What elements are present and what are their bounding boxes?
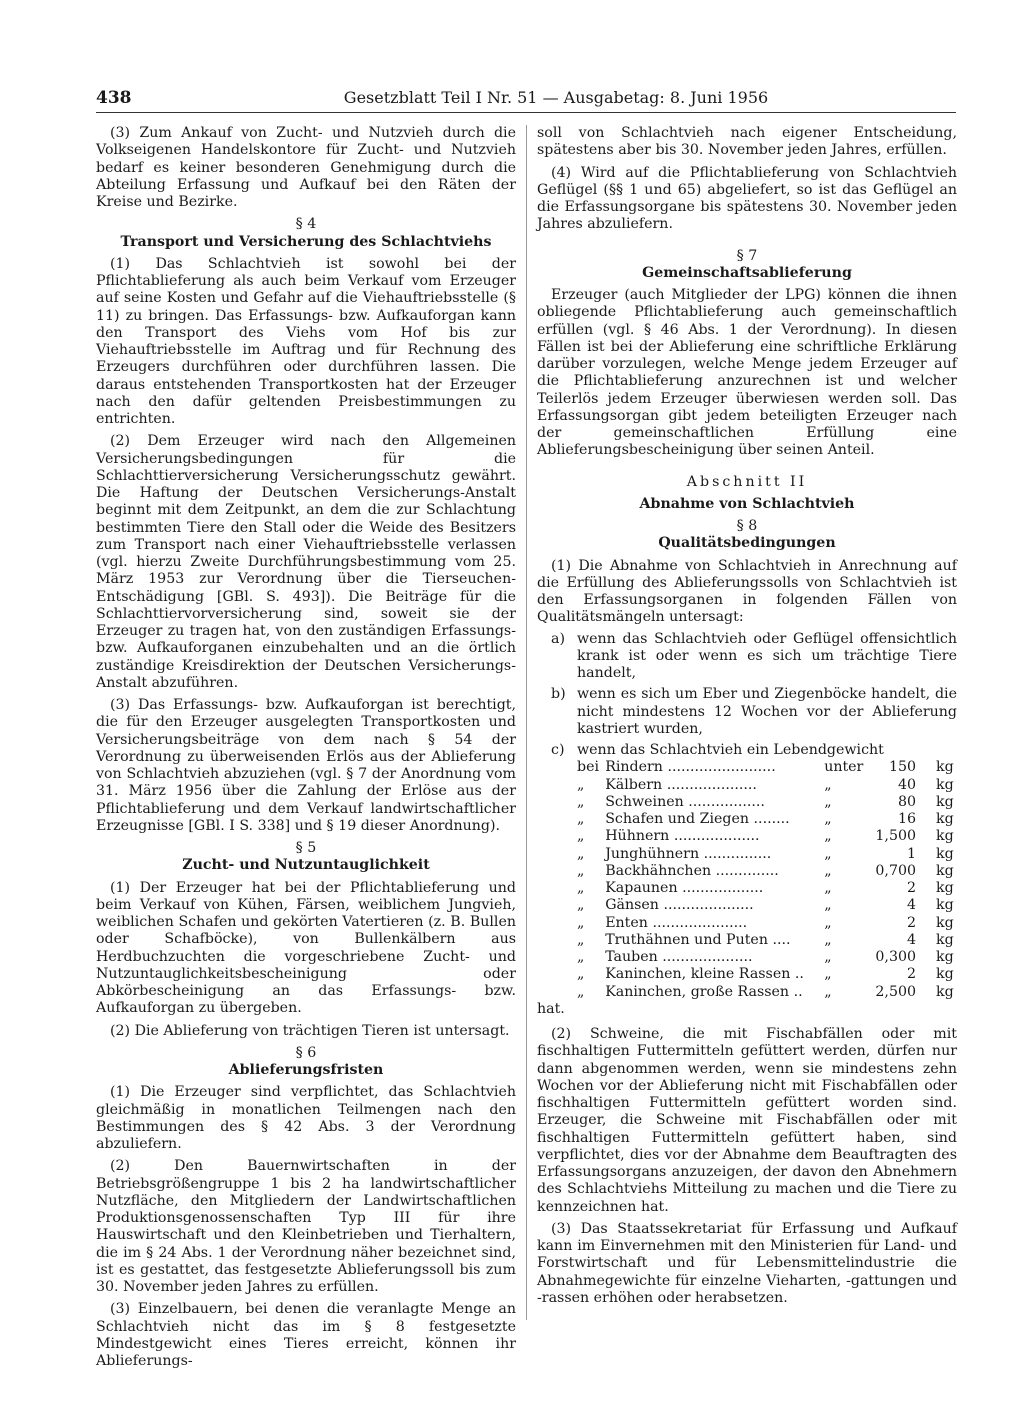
weight-animal [605,846,824,863]
paragraph: (1) Die Abnahme von Schlachtvieh in Anrechnung auf die Erfüllung des Ablieferungssolls von Schlachtvieh ist den Erfassungsorganen in folgenden Fällen von Qualitätsmängeln untersagt: [537,557,957,626]
weight-value: 0,300 [875,949,917,965]
weight-row [577,984,957,1001]
weight-row [577,811,957,828]
weight-qualifier: „ [824,880,832,896]
weight-animal-name: Gänsen [605,897,659,914]
weight-animal [605,828,824,845]
section-number: § 8 [736,518,758,534]
leader-dots: .................... [666,776,757,793]
weight-qualifier: unter [824,759,864,776]
weight-animal [605,794,824,811]
weight-value: 2,500 [875,983,917,1000]
section-title: Qualitätsbedingungen [658,535,836,552]
paragraph: (2) Den Bauernwirtschaften in der Betriebsgrößengruppe 1 bis 2 ha landwirtschaftlicher Nutzfläche, den Mitgliedern der Landwirtschaftlichen Produktionsgenossenschaften Typ III für ihre Hauswirtschaft und den Kleinbetrieben und Tierhaltern, die im § 24 Abs. 1 der Verordnung näher bezeichnet sind, ist es gestattet, das festgesetzte Ablieferungssoll bis zum 30. November jeden Jahres zu erfüllen. [96,1158,516,1295]
paragraph: (2) Schweine, die mit Fischabfällen oder mit fischhaltigen Futtermitteln gefüttert werden, dürfen nur dann abgenommen werden, wenn sie mindestens zehn Wochen vor der Ablieferung nicht mit Fischabfällen oder fischhaltigen Futtermitteln gefüttert worden sind. Erzeuger, die Schweine mit Fischabfällen oder mit fischhaltigen Futtermitteln gefüttert haben, sind verpflichtet, dies vor der Abnahme dem Beauftragten des Erfassungsorgans anzuzeigen, der davon den Abnehmern des Schlachtviehs Mitteilung zu machen und die Tiere zu kennzeichnen hat. [537,1026,957,1215]
page-header [96,86,956,112]
section-number: § 7 [736,247,758,264]
weight-prefix: „ [577,983,585,1000]
weight-row [577,777,957,794]
weight-value: 4 [907,897,917,914]
list-marker: b) [551,686,566,703]
weight-value: 4 [907,931,917,948]
weight-animal [605,863,824,880]
weight-row [577,828,957,845]
weight-qualifier: „ [824,897,832,914]
section-title: Transport und Versicherung des Schlachtviehs [120,233,492,250]
page-number: 438 [96,88,132,108]
weight-animal [605,777,824,794]
section-number: § 5 [295,840,317,856]
list-text: wenn das Schlachtvieh oder Geflügel offensichtlich krank ist oder wenn es sich um trächtige Tiere handelt, [577,630,957,681]
paragraph: (3) Das Staatssekretariat für Erfassung und Aufkauf kann im Einvernehmen mit den Ministerien für Land- und Forstwirtschaft und für Lebensmittelindustrie die Abnahmegewichte für einzelne Vieharten, -gattungen und -rassen erhöhen oder herabsetzen. [537,1220,957,1306]
weight-animal [605,932,824,949]
weight-qualifier: „ [824,862,832,879]
weight-row [577,880,957,897]
weight-value: 2 [907,880,917,896]
weight-qualifier: „ [824,931,832,948]
paragraph-continuation: soll von Schlachtvieh nach eigener Entscheidung, spätestens aber bis 30. November jeden Jahres, erfüllen. [537,125,957,159]
weight-animal [605,915,824,932]
weight-prefix: „ [577,914,585,931]
weight-animal-name: Schweinen [605,793,684,810]
weight-unit: kg [936,983,954,1000]
weight-unit: kg [936,793,954,810]
chapter-title: Abnahme von Schlachtvieh [639,495,855,512]
paragraph: (1) Das Schlachtvieh ist sowohl bei der Pflichtablieferung als auch beim Verkauf vom Erzeuger auf seine Kosten und Gefahr auf die Viehauftriebsstelle (§ 11) zu bringen. Das Erfassungs- bzw. Aufkauforgan kann den Transport des Viehs vom Hof bis zur Viehauftriebsstelle im Auftrag und für Rechnung des Erzeugers durchführen oder durchführen lassen. Die daraus entstehenden Transportkosten hat der Erzeuger nach den dafür geltenden Preisbestimmungen zu entrichten. [96,255,516,427]
weight-qualifier: „ [824,983,832,1000]
weight-unit: kg [936,914,954,931]
weight-qualifier: „ [824,949,832,965]
weight-value: 40 [897,776,917,793]
weight-prefix: „ [577,862,585,879]
left-column [96,125,516,1370]
weight-unit: kg [936,811,954,827]
weight-animal-name: Truthähnen und Puten [605,931,768,948]
list-marker: c) [551,742,565,758]
page-title: Gesetzblatt Teil I Nr. 51 — Ausgabetag: 8. Juni 1956 [343,88,769,107]
leader-dots: ................... [673,828,760,845]
leader-dots: .................... [662,949,753,965]
paragraph: (3) Einzelbauern, bei denen die veranlagte Menge an Schlachtvieh nicht das im § 8 festgesetzte Mindestgewicht eines Tieres erreicht, können ihr Ablieferungs- [96,1301,516,1369]
weight-qualifier: „ [824,845,832,862]
weight-qualifier: „ [824,811,832,827]
section-title: Gemeinschaftsablieferung [642,264,852,281]
list-item [537,631,957,683]
weight-unit: kg [936,880,954,896]
weight-unit: kg [936,759,954,776]
weight-row [577,759,957,776]
weight-animal-name: Backhähnchen [605,862,712,879]
weight-prefix: „ [577,880,585,896]
weight-value: 150 [888,759,917,776]
leader-dots: .............. [715,862,779,879]
weight-prefix: bei [577,759,600,776]
leader-dots: ............... [703,845,772,862]
weight-animal-name: Kaninchen, kleine Rassen [605,966,791,983]
paragraph: (3) Zum Ankauf von Zucht- und Nutzvieh durch die Volkseigenen Handelskontore für Zucht- und Nutzvieh bedarf es keiner besonderen Genehmigung durch die Abteilung Erfassung und Aufkauf bei den Räten der Kreise und Bezirke. [96,125,516,210]
weight-prefix: „ [577,845,585,862]
weight-animal [605,811,824,828]
weight-qualifier: „ [824,793,832,810]
paragraph: (2) Die Ablieferung von trächtigen Tieren ist untersagt. [110,1022,510,1039]
weight-row [577,966,957,983]
weight-unit: kg [936,776,954,793]
leader-dots: ................. [688,793,765,810]
weight-unit: kg [936,931,954,948]
weight-value: 2 [907,966,917,983]
weight-row [577,897,957,914]
weight-row [577,915,957,932]
weight-animal-name: Schafen und Ziegen [605,811,750,827]
weight-animal [605,984,824,1001]
weight-animal-name: Hühnern [605,828,670,845]
weight-row [577,794,957,811]
paragraph: (1) Der Erzeuger hat bei der Pflichtablieferung und beim Verkauf von Kühen, Färsen, weiblichem Jungvieh, weiblichen Schafen und gekörten Vatertieren (z. B. Bullen oder Schafböcke), von Bullenkälbern aus Herdbuchzuchten die vorgeschriebene Zucht- und Nutzuntauglichkeitsbescheinigung oder Abkörbescheinigung an das Erfassungs- bzw. Aufkauforgan zu übergeben. [96,879,516,1017]
weight-value: 2 [907,914,917,931]
paragraph: (1) Die Erzeuger sind verpflichtet, das Schlachtvieh gleichmäßig in monatlichen Teilmengen nach den Bestimmungen des § 42 Abs. 3 der Verordnung abzuliefern. [96,1084,516,1152]
weight-prefix: „ [577,811,585,827]
weight-animal [605,897,824,914]
weight-prefix: „ [577,931,585,948]
weight-unit: kg [936,828,954,845]
paragraph: (4) Wird auf die Pflichtablieferung von Schlachtvieh Geflügel (§§ 1 und 65) abgeliefert, so ist das Geflügel an die Erfassungsorgane bis spätestens 30. November jeden Jahres abzuliefern. [537,164,957,233]
weight-animal-name: Kälbern [605,776,663,793]
weight-animal [605,880,824,897]
weight-table [577,759,957,1001]
weight-prefix: „ [577,966,585,983]
list-item [537,742,957,759]
column-divider [526,125,527,1320]
weight-row [577,846,957,863]
weight-value: 1 [907,845,917,862]
weight-prefix: „ [577,793,585,810]
weight-qualifier: „ [824,914,832,931]
header-rule [96,112,956,113]
weight-prefix: „ [577,949,585,965]
list-text: wenn das Schlachtvieh ein Lebendgewicht [577,742,884,758]
weight-unit: kg [936,966,954,983]
section-number: § 6 [295,1044,317,1061]
leader-dots: ........ [753,811,790,827]
paragraph: (3) Das Erfassungs- bzw. Aufkauforgan ist berechtigt, die für den Erzeuger ausgelegten Transportkosten und Versicherungsbeiträge von dem nach § 54 der Verordnung zu überweisenden Erlös aus der Ablieferung von Schlachtvieh abzuziehen (vgl. § 7 der Anordnung vom 31. März 1956 über die Zahlung der Erlöse aus der Pflichtablieferung und dem Verkauf landwirtschaftlicher Erzeugnisse [GBl. I S. 338] und § 19 dieser Anordnung). [96,697,516,834]
weight-prefix: „ [577,897,585,914]
weight-row [577,949,957,966]
weight-animal-name: Rindern [605,759,663,776]
weight-qualifier: „ [824,776,832,793]
weight-value: 0,700 [875,862,917,879]
weight-value: 16 [897,811,917,827]
list-item [537,686,957,738]
paragraph: (2) Dem Erzeuger wird nach den Allgemeinen Versicherungsbedingungen für die Schlachttierversicherung Versicherungsschutz gewährt. Die Haftung der Deutschen Versicherungs-Anstalt beginnt mit dem Zeitpunkt, an dem die zur Schlachtung bestimmten Tiere den Stall oder die Weide des Besitzers zum Transport nach einer Viehauftriebsstelle verlassen (vgl. hierzu Zweite Durchführungsbestimmung vom 25. März 1953 zur Verordnung über die Tierseuchen-Entschädigung [GBl. S. 493]). Die Beiträge für die Schlachttiervorversicherung sind, soweit sie der Erzeuger zu tragen hat, von den zuständigen Erfassungs- bzw. Aufkauforganen einzubehalten und an die örtlich zuständige Kreisdirektion der Deutschen Versicherungs-Anstalt abzuführen. [96,433,516,691]
weight-unit: kg [936,949,954,965]
weight-animal [605,759,824,776]
weight-value: 80 [897,793,917,810]
weight-animal-name: Tauben [605,949,658,965]
list-marker: a) [551,630,565,647]
leader-dots: .. [794,966,804,983]
right-column [537,125,957,1307]
leader-dots: .................. [682,880,764,896]
weight-animal-name: Enten [605,914,648,931]
weight-row [577,932,957,949]
weight-animal [605,966,824,983]
weight-unit: kg [936,862,954,879]
section-title: Ablieferungsfristen [228,1062,384,1078]
leader-dots: ........................ [667,759,776,776]
list-text-end: hat. [537,1000,565,1017]
section-number: § 4 [295,216,317,233]
weight-value: 1,500 [875,828,917,845]
chapter-heading: Abschnitt II [686,473,808,490]
leader-dots: .. [793,983,803,1000]
weight-unit: kg [936,845,954,862]
weight-prefix: „ [577,776,585,793]
weight-qualifier: „ [824,828,832,845]
weight-unit: kg [936,897,954,914]
weight-animal-name: Kapaunen [605,880,678,896]
weight-row [577,863,957,880]
leader-dots: ..................... [652,914,748,931]
leader-dots: .... [772,931,791,948]
weight-animal [605,949,824,966]
list-text: wenn es sich um Eber und Ziegenböcke handelt, die nicht mindestens 12 Wochen vor der Ablieferung kastriert wurden, [577,686,957,737]
weight-animal-name: Kaninchen, große Rassen [605,983,790,1000]
weight-qualifier: „ [824,966,832,983]
leader-dots: .................... [663,897,754,914]
weight-animal-name: Junghühnern [605,845,700,862]
paragraph: Erzeuger (auch Mitglieder der LPG) können die ihnen obliegende Pflichtablieferung auch gemeinschaftlich erfüllen (vgl. § 46 Abs. 1 der Verordnung). In diesen Fällen ist bei der Ablieferung eine schriftliche Erklärung darüber vorzulegen, welche Menge jedem Erzeuger auf die Pflichtablieferung anzurechnen ist und welcher Teilerlös jedem Erzeuger überwiesen werden soll. Das Erfassungsorgan gibt jedem beteiligten Erzeuger nach der gemeinschaftlichen Erfüllung eine Ablieferungsbescheinigung über seinen Anteil. [537,287,957,459]
weight-prefix: „ [577,828,585,845]
section-title: Zucht- und Nutzuntauglichkeit [182,857,430,874]
